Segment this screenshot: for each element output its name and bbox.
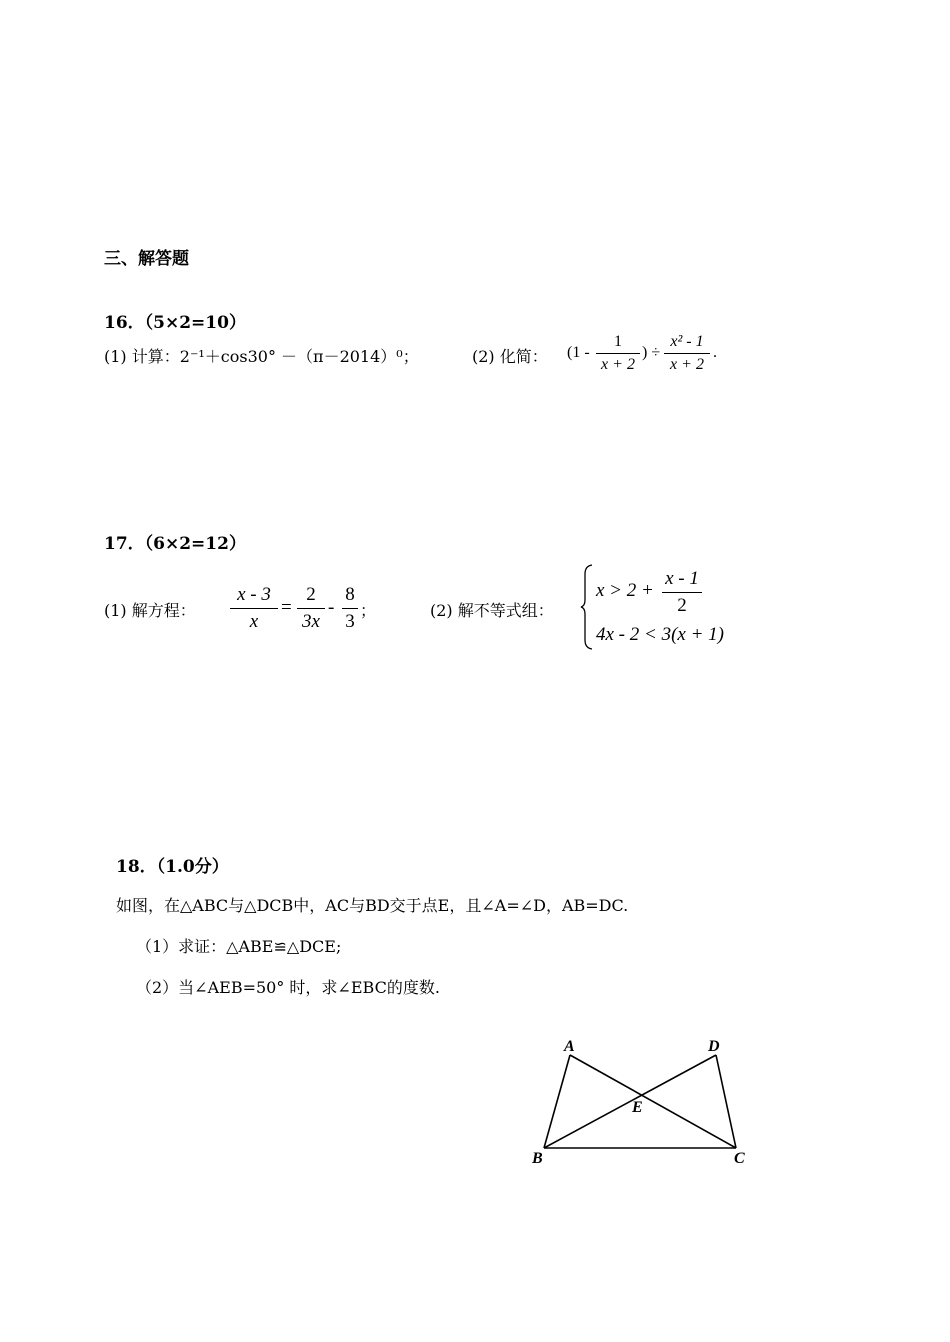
q17-ineq2: 4x - 2 < 3(x + 1) bbox=[596, 624, 724, 645]
q16-f2-num: x² - 1 bbox=[670, 333, 704, 350]
q16-fraction-1 bbox=[596, 333, 640, 375]
q18-stem: 如图，在△ABC与△DCB中，AC与BD交于点E，且∠A=∠D，AB=DC. bbox=[116, 896, 629, 915]
section-title: 三、解答题 bbox=[104, 249, 189, 269]
label-d: D bbox=[708, 1038, 720, 1055]
segment-cd bbox=[716, 1055, 736, 1148]
q17-ineq1-fraction bbox=[662, 568, 702, 617]
q17-fraction-2 bbox=[297, 584, 325, 633]
q16-part1-expr: 2⁻¹＋cos30° －（π－2014）⁰； bbox=[179, 347, 419, 366]
q17-fraction-1 bbox=[230, 584, 278, 633]
q17-part2-label: (2) 解不等式组： bbox=[430, 601, 554, 620]
q18-part1: （1）求证：△ABE≌△DCE; bbox=[136, 937, 342, 956]
q16-part1-label: (1) 计算： bbox=[104, 347, 180, 366]
segment-ac bbox=[570, 1055, 736, 1148]
q17-semi: ； bbox=[360, 601, 377, 620]
q17-f1-num: x - 3 bbox=[237, 584, 271, 605]
q16-close-div: ) ÷ bbox=[642, 344, 661, 361]
label-e: E bbox=[632, 1099, 643, 1116]
segment-ab bbox=[544, 1055, 570, 1148]
label-b: B bbox=[532, 1150, 543, 1167]
q17-eq: = bbox=[281, 597, 292, 618]
q16-open: (1 - bbox=[567, 344, 590, 361]
q17-f3-den: 3 bbox=[345, 610, 355, 632]
q17-header: 17．（6×2=12） bbox=[104, 534, 246, 554]
q16-f1-num: 1 bbox=[614, 333, 622, 350]
q17-f2-den: 3x bbox=[302, 610, 320, 632]
label-c: C bbox=[734, 1150, 745, 1167]
segment-bd bbox=[544, 1055, 716, 1148]
q17-f1-den: x bbox=[249, 610, 259, 632]
q16-header: 16．（5×2=10） bbox=[104, 313, 246, 333]
q17-ineq1-left: x > 2 + bbox=[596, 580, 654, 601]
q17-part1-label: (1) 解方程： bbox=[104, 601, 196, 620]
q17-fraction-3 bbox=[342, 584, 358, 633]
geometry-figure bbox=[520, 1030, 760, 1170]
q18-part2: （2）当∠AEB=50° 时，求∠EBC的度数. bbox=[136, 978, 440, 997]
q16-end: . bbox=[713, 344, 717, 361]
q17-minus: - bbox=[328, 597, 335, 618]
q18-header: 18．（1.0分） bbox=[116, 857, 229, 877]
q17-ineq1-den: 2 bbox=[677, 594, 687, 616]
system-brace bbox=[580, 564, 594, 650]
q16-part1 bbox=[104, 344, 419, 367]
q16-f2-den: x + 2 bbox=[670, 356, 704, 374]
q17-f3-num: 8 bbox=[345, 584, 355, 605]
q16-f1-den: x + 2 bbox=[601, 356, 635, 374]
q17-ineq1-num: x - 1 bbox=[665, 568, 699, 589]
q17-f2-num: 2 bbox=[306, 584, 316, 605]
q16-part2-label: (2) 化简： bbox=[472, 347, 548, 366]
label-a: A bbox=[564, 1038, 575, 1055]
q16-fraction-2 bbox=[664, 333, 710, 375]
